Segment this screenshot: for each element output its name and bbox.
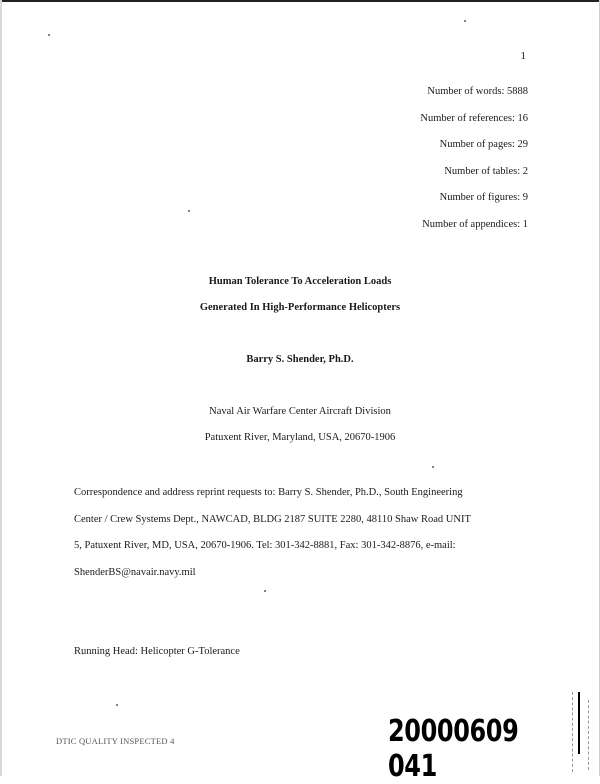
correspondence-line: 5, Patuxent River, MD, USA, 20670-1906. Tel: 301-342-8881, Fax: 301-342-8876, e-mail: (74, 540, 456, 551)
scan-dash-mark (588, 700, 589, 770)
scan-bracket-mark (578, 692, 580, 754)
correspondence-line: Correspondence and address reprint requests to: Barry S. Shender, Ph.D., South Engineering (74, 487, 463, 498)
scan-border-left (0, 0, 2, 776)
correspondence-email: ShenderBS@navair.navy.mil (74, 566, 196, 578)
running-head: Running Head: Helicopter G-Tolerance (74, 646, 240, 657)
author-name: Barry S. Shender, Ph.D. (246, 354, 354, 365)
scan-speck (464, 20, 466, 22)
scan-speck (48, 34, 50, 36)
quality-stamp: DTIC QUALITY INSPECTED 4 (56, 736, 175, 746)
correspondence-block (74, 487, 534, 593)
stat-tables: Number of tables: 2 (444, 165, 528, 177)
scan-border-top (0, 0, 600, 2)
title-line-2: Generated In High-Performance Helicopters (199, 302, 401, 313)
stat-words: Number of words: 5888 (427, 86, 528, 97)
stat-pages: Number of pages: 29 (439, 139, 528, 150)
correspondence-line: Center / Crew Systems Dept., NAWCAD, BLDG 2187 SUITE 2280, 48110 Shaw Road UNIT (74, 513, 471, 525)
document-number: 20000609 041 (388, 714, 519, 784)
stat-references: Number of references: 16 (420, 112, 528, 124)
title-line-1: Human Tolerance To Acceleration Loads (208, 276, 392, 287)
scan-speck (188, 210, 190, 212)
stat-figures: Number of figures: 9 (439, 192, 528, 203)
affiliation-line-2: Patuxent River, Maryland, USA, 20670-1906 (204, 432, 396, 443)
scan-speck (116, 704, 118, 706)
stat-appendices: Number of appendices: 1 (422, 218, 528, 230)
page-number: 1 (520, 50, 526, 62)
scan-dash-mark (572, 692, 573, 772)
affiliation-line-1: Naval Air Warfare Center Aircraft Division (209, 406, 391, 417)
document-stats (420, 87, 528, 246)
scan-speck (432, 466, 434, 468)
